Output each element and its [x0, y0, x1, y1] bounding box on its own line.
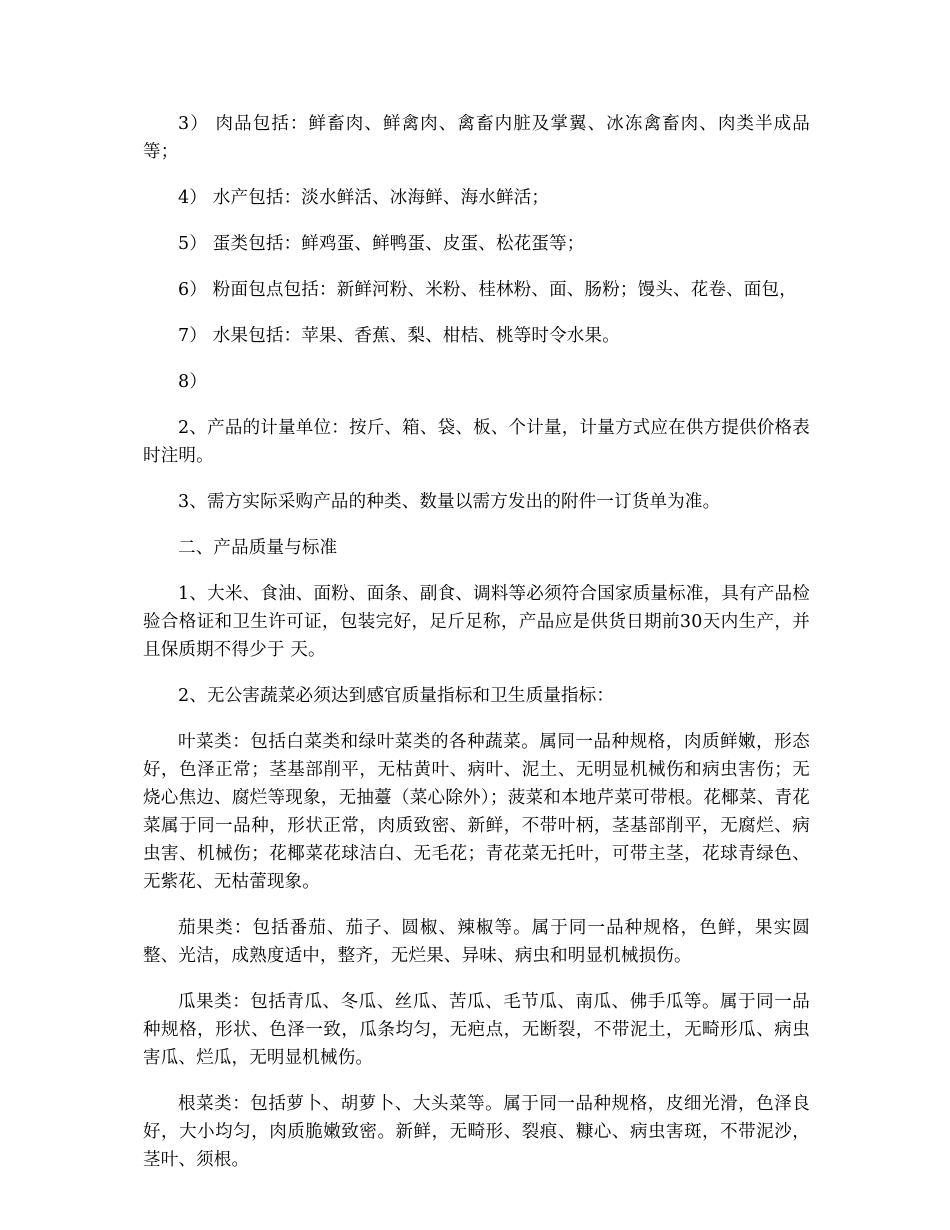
measurement-units: 2、产品的计量单位：按斤、箱、袋、板、个计量，计量方式应在供方提供价格表时注明。: [143, 418, 810, 466]
root-vegetables: 根菜类：包括萝卜、胡萝卜、大头菜等。属于同一品种规格，皮细光滑，色泽良好，大小均匀，肉质脆嫩致密。新鲜，无畸形、裂痕、糠心、病虫害斑，不带泥沙，茎叶、须根。: [143, 1094, 810, 1170]
quality-standard-staples: 1、大米、食油、面粉、面条、副食、调料等必须符合国家质量标准，具有产品检验合格证和卫生许可证，包装完好，足斤足称，产品应是供货日期前30天内生产，并且保质期不得少于 天。: [143, 584, 810, 660]
purchase-basis: 3、需方实际采购产品的种类、数量以需方发出的附件一订货单为准。: [178, 492, 721, 512]
item-seafood: 4） 水产包括：淡水鲜活、冰海鲜、海水鲜活；: [178, 188, 550, 208]
section-heading-quality: 二、产品质量与标准: [178, 538, 338, 558]
solanaceous-vegetables: 茄果类：包括番茄、茄子、圆椒、辣椒等。属于同一品种规格，色鲜，果实圆整、光洁，成熟度适中，整齐，无烂果、异味、病虫和明显机械损伤。: [143, 918, 810, 966]
item-8: 8）: [178, 372, 208, 392]
item-eggs: 5） 蛋类包括：鲜鸡蛋、鲜鸭蛋、皮蛋、松花蛋等；: [178, 234, 585, 254]
document-page: [143, 110, 810, 1192]
melon-vegetables: 瓜果类：包括青瓜、冬瓜、丝瓜、苦瓜、毛节瓜、南瓜、佛手瓜等。属于同一品种规格，形状、色泽一致，瓜条均匀，无疤点，无断裂，不带泥土，无畸形瓜、病虫害瓜、烂瓜，无明显机械伤。: [143, 992, 810, 1068]
leafy-vegetables: 叶菜类：包括白菜类和绿叶菜类的各种蔬菜。属同一品种规格，肉质鲜嫩，形态好，色泽正常；茎基部削平，无枯黄叶、病叶、泥土、无明显机械伤和病虫害伤；无烧心焦边、腐烂等现象，无抽薹（菜心除外）；菠菜和本地芹菜可带根。花椰菜、青花菜属于同一品种，形状正常，肉质致密、新鲜，不带叶柄，茎基部削平，无腐烂、病虫害、机械伤；花椰菜花球洁白、无毛花；青花菜无托叶，可带主茎，花球青绿色、无紫花、无枯蕾现象。: [143, 732, 810, 892]
item-fruit: 7） 水果包括：苹果、香蕉、梨、柑桔、桃等时令水果。: [178, 326, 620, 346]
item-noodles-bakery: 6） 粉面包点包括：新鲜河粉、米粉、桂林粉、面、肠粉；馒头、花卷、面包，: [178, 280, 797, 300]
quality-standard-vegetables: 2、无公害蔬菜必须达到感官质量指标和卫生质量指标：: [178, 686, 615, 706]
item-meat: 3） 肉品包括：鲜畜肉、鲜禽肉、禽畜内脏及掌翼、冰冻禽畜肉、肉类半成品等；: [143, 114, 810, 162]
